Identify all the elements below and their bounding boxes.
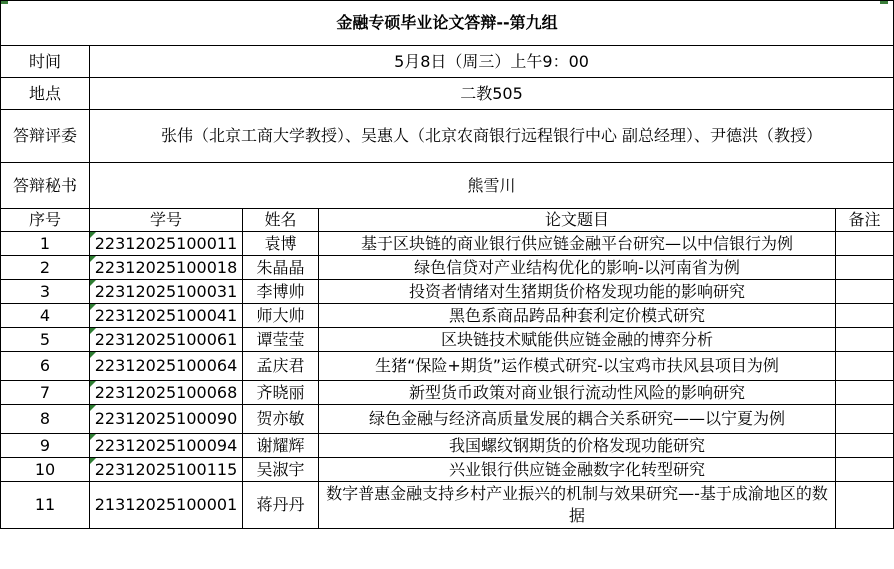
row-note[interactable] <box>836 405 894 434</box>
row-no[interactable]: 11 <box>1 482 90 529</box>
row-name[interactable]: 蒋丹丹 <box>243 482 319 529</box>
row-note[interactable] <box>836 434 894 458</box>
row-note[interactable] <box>836 458 894 482</box>
row-topic[interactable]: 绿色金融与经济高质量发展的耦合关系研究——以宁夏为例 <box>319 405 836 434</box>
col-header-topic[interactable]: 论文题目 <box>319 209 836 232</box>
table-row <box>1 328 894 352</box>
row-name[interactable]: 齐晓丽 <box>243 381 319 405</box>
row-topic[interactable]: 基于区块链的商业银行供应链金融平台研究—以中信银行为例 <box>319 232 836 256</box>
row-note[interactable] <box>836 381 894 405</box>
table-row <box>1 405 894 434</box>
table-row <box>1 458 894 482</box>
table-row <box>1 304 894 328</box>
row-student-id[interactable]: 22312025100094 <box>90 434 243 458</box>
table-row <box>1 434 894 458</box>
judges-value[interactable]: 张伟（北京工商大学教授）、吴惠人（北京农商银行远程银行中心 副总经理）、尹德洪（教授） <box>90 110 894 163</box>
secretary-row <box>1 163 894 209</box>
table-row <box>1 482 894 529</box>
row-topic[interactable]: 绿色信贷对产业结构优化的影响-以河南省为例 <box>319 256 836 280</box>
place-value[interactable]: 二教505 <box>90 78 894 110</box>
row-student-id[interactable]: 22312025100018 <box>90 256 243 280</box>
row-no[interactable]: 1 <box>1 232 90 256</box>
row-name[interactable]: 朱晶晶 <box>243 256 319 280</box>
table-row <box>1 352 894 381</box>
column-header-row <box>1 209 894 232</box>
row-no[interactable]: 10 <box>1 458 90 482</box>
row-student-id[interactable]: 22312025100064 <box>90 352 243 381</box>
row-no[interactable]: 8 <box>1 405 90 434</box>
row-topic[interactable]: 生猪“保险+期货”运作模式研究-以宝鸡市扶风县项目为例 <box>319 352 836 381</box>
row-topic[interactable]: 兴业银行供应链金融数字化转型研究 <box>319 458 836 482</box>
place-label[interactable]: 地点 <box>1 78 90 110</box>
row-name[interactable]: 师大帅 <box>243 304 319 328</box>
row-topic[interactable]: 黑色系商品跨品种套利定价模式研究 <box>319 304 836 328</box>
row-note[interactable] <box>836 232 894 256</box>
row-no[interactable]: 9 <box>1 434 90 458</box>
place-row <box>1 78 894 110</box>
row-student-id[interactable]: 22312025100115 <box>90 458 243 482</box>
time-row <box>1 46 894 78</box>
secretary-value[interactable]: 熊雪川 <box>90 163 894 209</box>
col-header-student-id[interactable]: 学号 <box>90 209 243 232</box>
row-note[interactable] <box>836 280 894 304</box>
row-student-id[interactable]: 22312025100090 <box>90 405 243 434</box>
col-header-no[interactable]: 序号 <box>1 209 90 232</box>
time-label[interactable]: 时间 <box>1 46 90 78</box>
row-note[interactable] <box>836 304 894 328</box>
row-name[interactable]: 谭莹莹 <box>243 328 319 352</box>
row-no[interactable]: 7 <box>1 381 90 405</box>
row-topic[interactable]: 区块链技术赋能供应链金融的博弈分析 <box>319 328 836 352</box>
row-name[interactable]: 谢耀辉 <box>243 434 319 458</box>
row-student-id[interactable]: 22312025100041 <box>90 304 243 328</box>
row-no[interactable]: 5 <box>1 328 90 352</box>
row-no[interactable]: 4 <box>1 304 90 328</box>
row-student-id[interactable]: 21312025100001 <box>90 482 243 529</box>
row-student-id[interactable]: 22312025100011 <box>90 232 243 256</box>
row-name[interactable]: 李博帅 <box>243 280 319 304</box>
sheet-title[interactable]: 金融专硕毕业论文答辩--第九组 <box>1 1 894 46</box>
table-row <box>1 256 894 280</box>
row-student-id[interactable]: 22312025100031 <box>90 280 243 304</box>
row-no[interactable]: 3 <box>1 280 90 304</box>
row-name[interactable]: 贺亦敏 <box>243 405 319 434</box>
col-header-name[interactable]: 姓名 <box>243 209 319 232</box>
row-note[interactable] <box>836 328 894 352</box>
secretary-label[interactable]: 答辩秘书 <box>1 163 90 209</box>
row-topic[interactable]: 投资者情绪对生猪期货价格发现功能的影响研究 <box>319 280 836 304</box>
time-value[interactable]: 5月8日（周三）上午9：00 <box>90 46 894 78</box>
judges-row <box>1 110 894 163</box>
row-name[interactable]: 袁博 <box>243 232 319 256</box>
row-no[interactable]: 2 <box>1 256 90 280</box>
row-name[interactable]: 吴淑宇 <box>243 458 319 482</box>
judges-label[interactable]: 答辩评委 <box>1 110 90 163</box>
row-student-id[interactable]: 22312025100068 <box>90 381 243 405</box>
col-header-note[interactable]: 备注 <box>836 209 894 232</box>
row-topic[interactable]: 新型货币政策对商业银行流动性风险的影响研究 <box>319 381 836 405</box>
row-no[interactable]: 6 <box>1 352 90 381</box>
row-note[interactable] <box>836 256 894 280</box>
table-row <box>1 280 894 304</box>
row-topic[interactable]: 我国螺纹钢期货的价格发现功能研究 <box>319 434 836 458</box>
row-topic[interactable]: 数字普惠金融支持乡村产业振兴的机制与效果研究—-基于成渝地区的数据 <box>319 482 836 529</box>
row-note[interactable] <box>836 482 894 529</box>
title-row <box>1 1 894 46</box>
table-row <box>1 232 894 256</box>
row-name[interactable]: 孟庆君 <box>243 352 319 381</box>
row-note[interactable] <box>836 352 894 381</box>
row-student-id[interactable]: 22312025100061 <box>90 328 243 352</box>
table-row <box>1 381 894 405</box>
